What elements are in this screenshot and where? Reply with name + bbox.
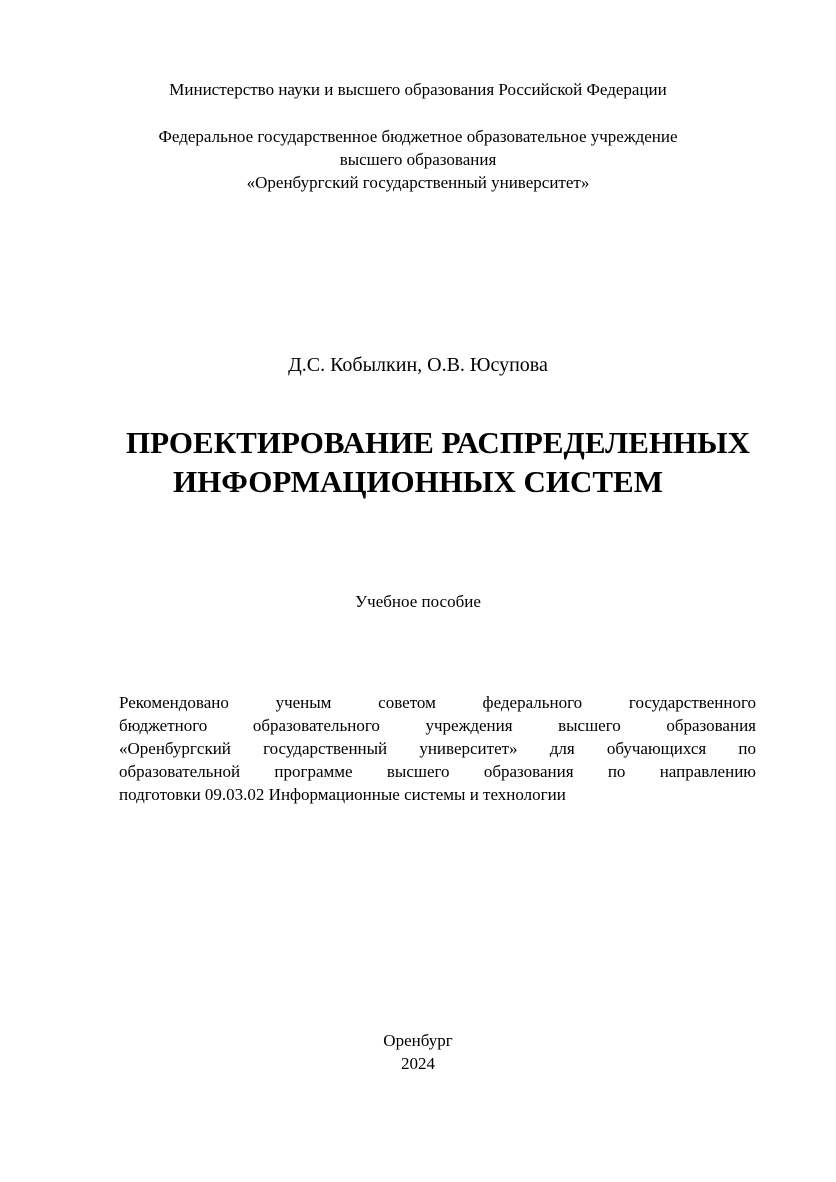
document-title-line: ИНФОРМАЦИОННЫХ СИСТЕМ [173,464,663,499]
publication-year: 2024 [401,1054,435,1073]
recommendation-line: бюджетного образовательного учреждения высшего образования [119,716,756,735]
document-title-line: ПРОЕКТИРОВАНИЕ РАСПРЕДЕЛЕННЫХ [126,425,750,460]
institution-line: высшего образования [339,150,497,169]
recommendation-line: Рекомендовано ученым советом федерального государственного [119,693,756,712]
ministry-heading: Министерство науки и высшего образования Российской Федерации [169,80,667,99]
publication-city: Оренбург [383,1031,453,1050]
document-type: Учебное пособие [355,592,481,611]
recommendation-line: образовательной программе высшего образования по направлению [119,762,756,781]
institution-line: Федеральное государственное бюджетное образовательное учреждение [158,127,678,146]
institution-name: «Оренбургский государственный университет» [246,173,590,192]
authors: Д.С. Кобылкин, О.В. Юсупова [288,354,548,376]
recommendation-line: «Оренбургский государственный университет» для обучающихся по [119,739,756,758]
recommendation-line: подготовки 09.03.02 Информационные системы и технологии [119,785,566,804]
